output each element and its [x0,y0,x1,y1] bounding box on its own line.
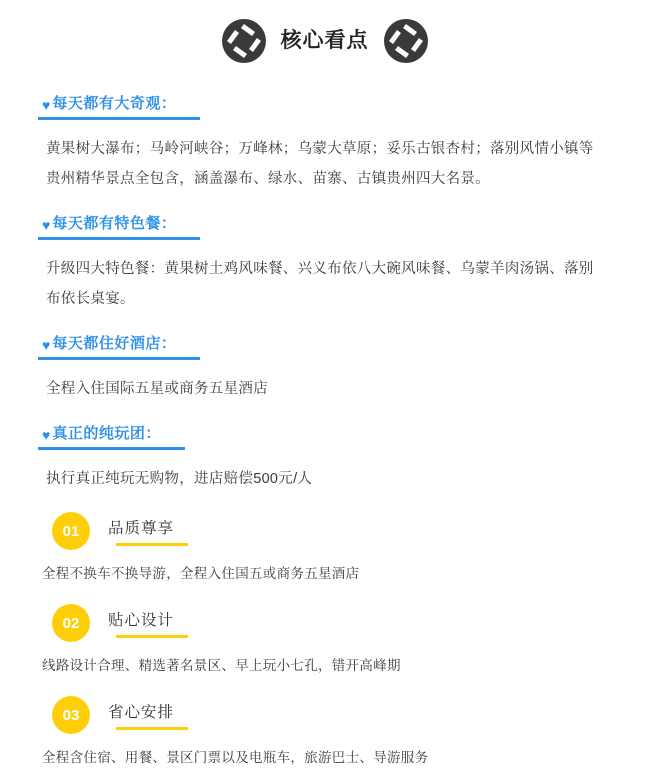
section-title: 真正的纯玩团： [52,425,161,442]
feature-description: 全程不换车不换导游，全程入住国五或商务五星酒店 [42,566,360,581]
feature-label-wrap [108,516,174,546]
page-header [0,0,649,74]
feature-label: 省心安排 [108,704,175,721]
section-body: 升级四大特色餐：黄果树土鸡风味餐、兴义布依八大碗风味餐、乌蒙羊肉汤锅、落别布依长桌宴。 [46,261,594,307]
feature-underline [116,635,188,638]
heart-icon: ♥ [42,337,51,353]
feature-label-wrap [108,608,174,638]
page-title: 核心看点 [280,29,369,52]
section-underline [38,357,200,360]
section-heading [0,422,649,450]
section-highlight-1 [0,92,649,194]
feature-header [0,604,649,642]
feature-item-03 [0,696,649,770]
section-title: 每天都有大奇观： [52,95,177,112]
section-underline [38,237,200,240]
section-title-wrap [52,332,176,360]
section-highlight-3 [0,332,649,404]
heart-icon: ♥ [42,217,51,233]
feature-description: 线路设计合理、精选著名景区、早上玩小七孔，错开高峰期 [42,658,401,673]
section-heading [0,92,649,120]
section-underline [38,117,200,120]
heart-icon: ♥ [42,427,51,443]
feature-underline [116,543,188,546]
feature-header [0,696,649,734]
camera-shutter-icon-right [383,18,429,64]
section-body: 黄果树大瀑布；马岭河峡谷；万峰林；乌蒙大草原；妥乐古银杏村；落别风情小镇等贵州精华景点全包含，涵盖瀑布、绿水、苗寨、古镇贵州四大名景。 [46,141,594,187]
section-title-wrap [52,212,176,240]
feature-item-01 [0,512,649,586]
feature-label: 品质尊享 [108,520,175,537]
section-title-wrap [52,422,161,450]
feature-underline [116,727,188,730]
section-underline [38,447,185,450]
feature-header [0,512,649,550]
section-heading [0,332,649,360]
feature-number-badge: 03 [52,696,90,734]
camera-shutter-icon-left [221,18,267,64]
section-highlight-2 [0,212,649,314]
feature-label-wrap [108,700,174,730]
feature-description: 全程含住宿、用餐、景区门票以及电瓶车，旅游巴士、导游服务 [42,750,429,765]
section-body: 全程入住国际五星或商务五星酒店 [46,381,268,397]
section-title: 每天都有特色餐： [52,215,177,232]
section-body: 执行真正纯玩无购物，进店赔偿500元/人 [46,471,313,487]
section-highlight-4 [0,422,649,494]
feature-number-badge: 01 [52,512,90,550]
heart-icon: ♥ [42,97,51,113]
feature-number-badge: 02 [52,604,90,642]
section-title-wrap [52,92,176,120]
feature-item-02 [0,604,649,678]
section-title: 每天都住好酒店： [52,335,177,352]
feature-label: 贴心设计 [108,612,175,629]
section-heading [0,212,649,240]
